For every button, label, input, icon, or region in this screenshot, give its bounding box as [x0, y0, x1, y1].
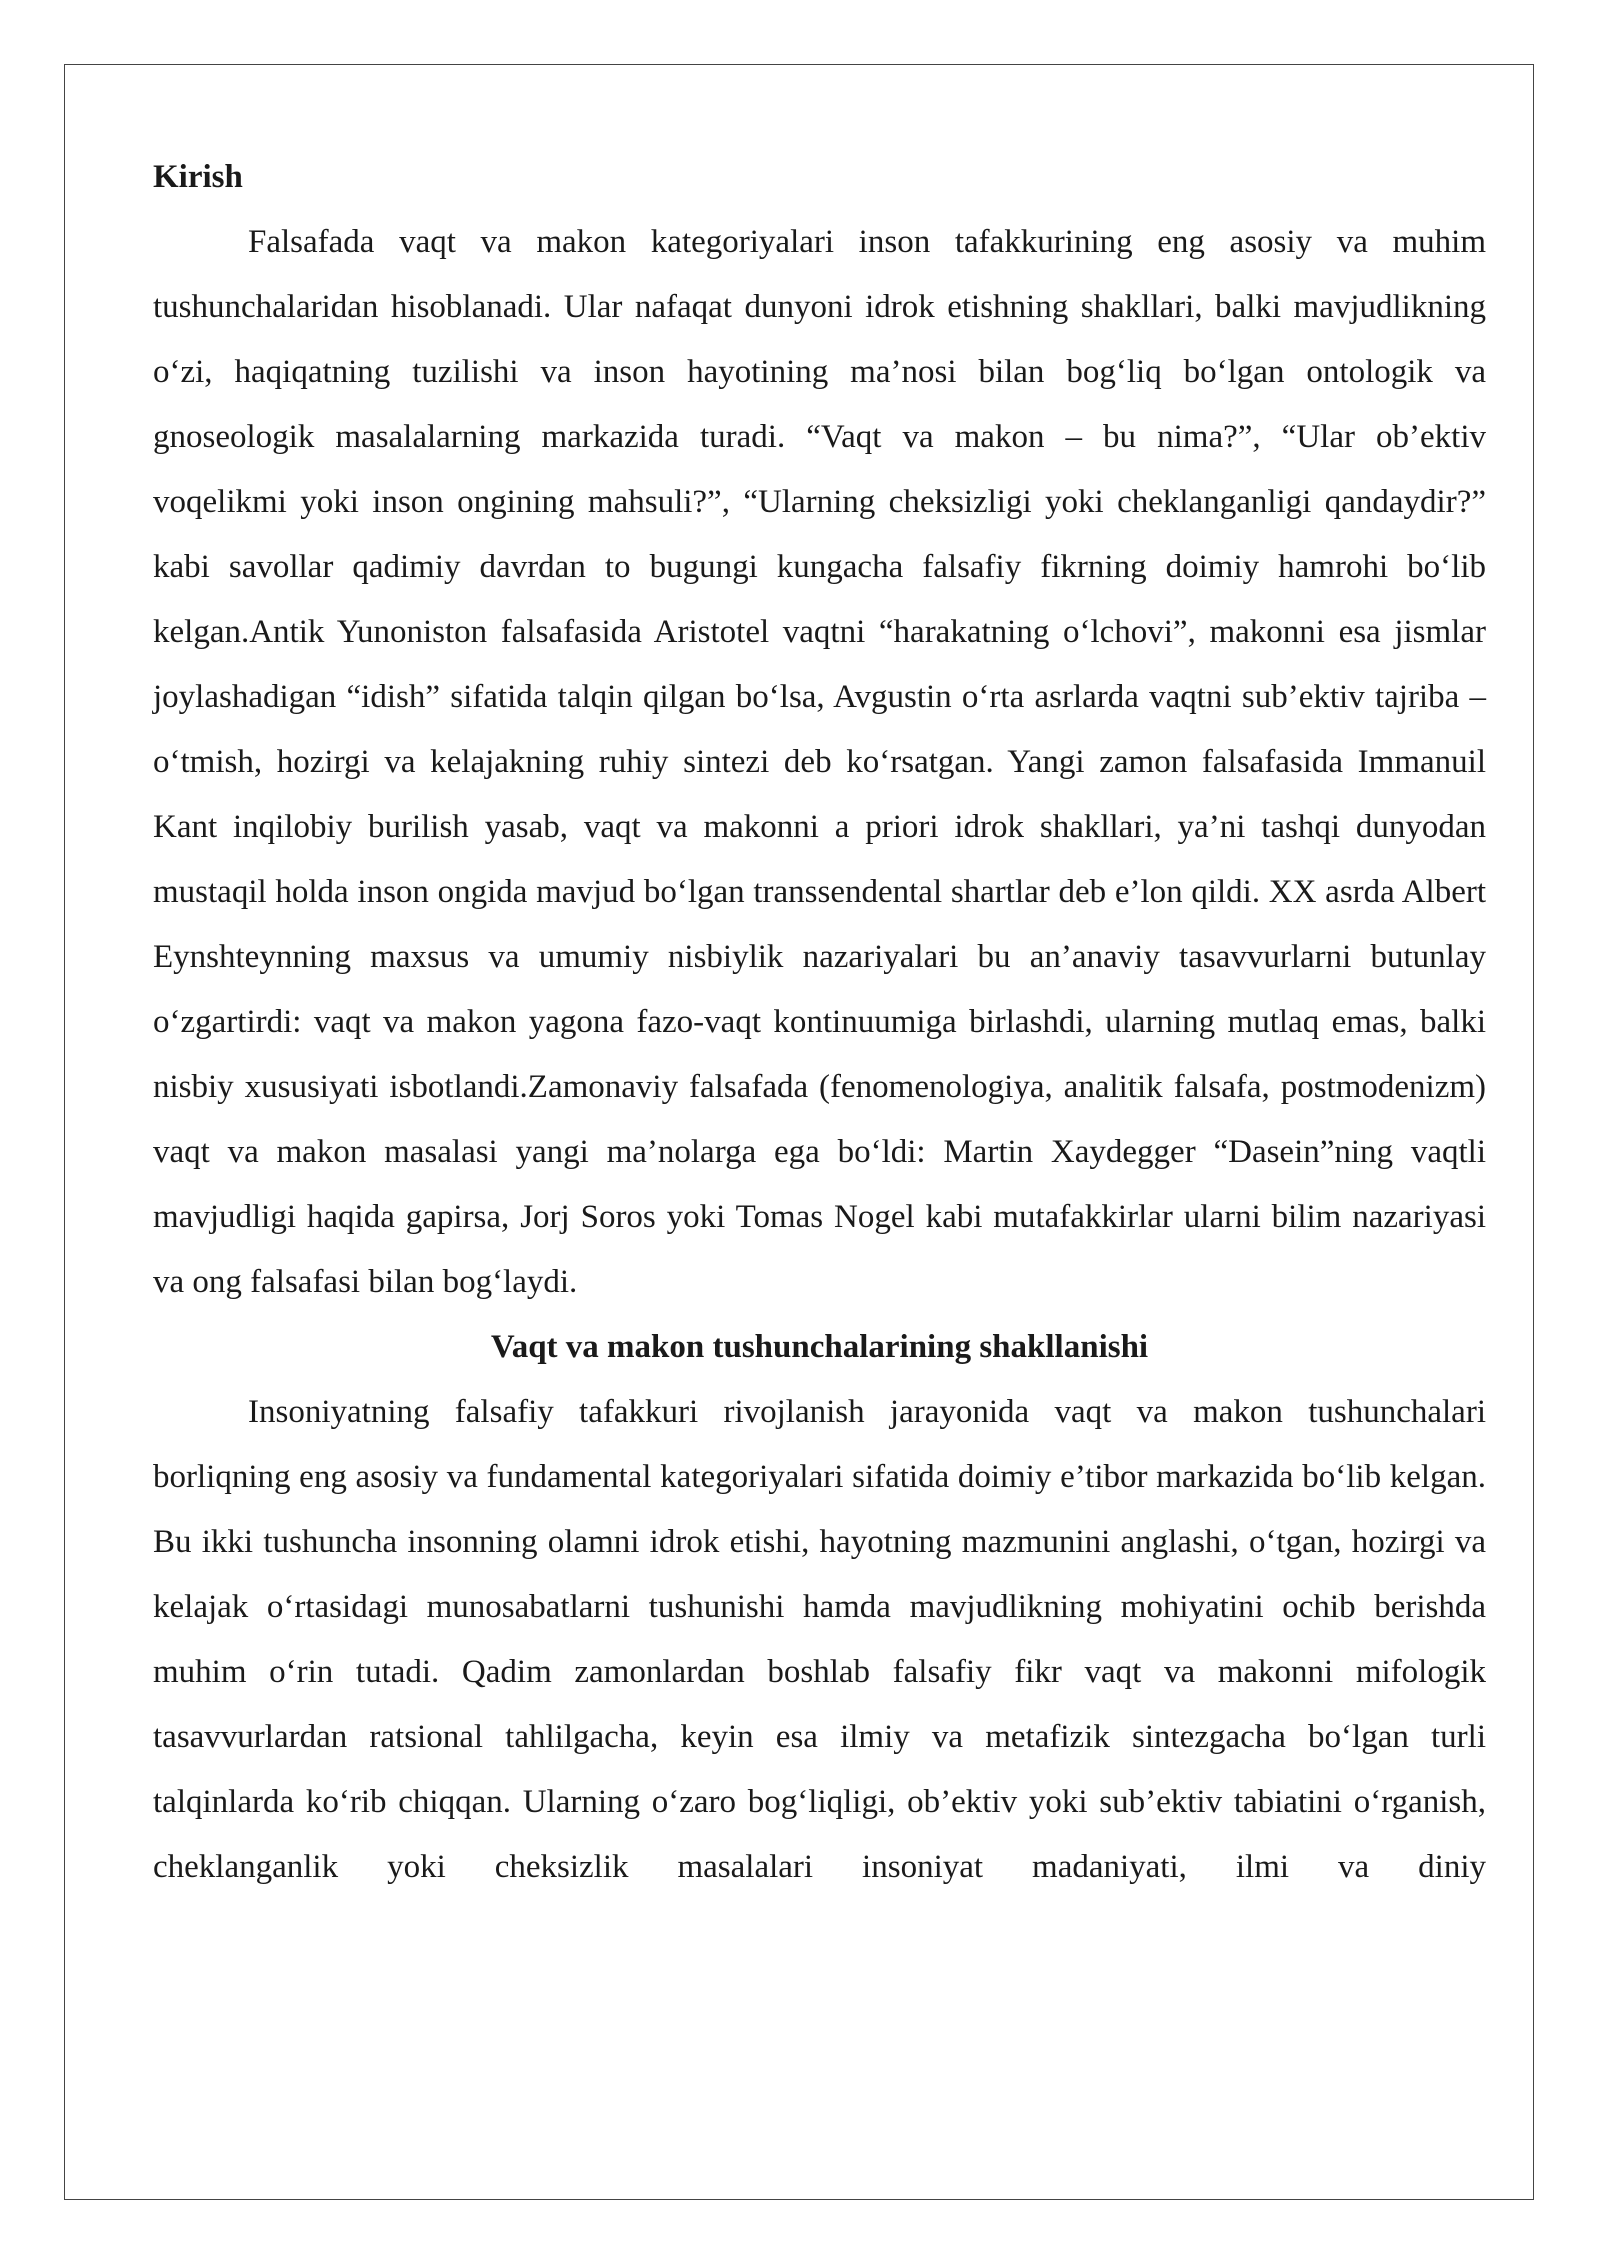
- section-heading-kirish: Kirish: [153, 159, 243, 195]
- section-heading-formation: Vaqt va makon tushunchalarining shakllanishi: [490, 1329, 1149, 1365]
- intro-paragraph: Falsafada vaqt va makon kategoriyalari inson tafakkurining eng asosiy va muhim tushunchalaridan hisoblanadi. Ular nafaqat dunyoni idrok etishning shakllari, balki mavjudlikning o‘zi, haqiqatning tuzilishi va inson hayotining ma’nosi bilan bog‘liq bo‘lgan ontologik va gnoseologik masalalarning markazida turadi. “Vaqt va makon – bu nima?”, “Ular ob’ektiv voqelikmi yoki inson ongining mahsuli?”, “Ularning cheksizligi yoki cheklanganligi qandaydir?” kabi savollar qadimiy davrdan to bugungi kungacha falsafiy fikrning doimiy hamrohi bo‘lib kelgan.Antik Yunoniston falsafasida Aristotel vaqtni “harakatning o‘lchovi”, makonni esa jismlar joylashadigan “idish” sifatida talqin qilgan bo‘lsa, Avgustin o‘rta asrlarda vaqtni sub’ektiv tajriba – o‘tmish, hozirgi va kelajakning ruhiy sintezi deb ko‘rsatgan. Yangi zamon falsafasida Immanuil Kant inqilobiy burilish yasab, vaqt va makonni a priori idrok shakllari, ya’ni tashqi dunyodan mustaqil holda inson ongida mavjud bo‘lgan transsendental shartlar deb e’lon qildi. XX asrda Albert Eynshteynning maxsus va umumiy nisbiylik nazariyalari bu an’anaviy tasavvurlarni butunlay o‘zgartirdi: vaqt va makon yagona fazo-vaqt kontinuumiga birlashdi, ularning mutlaq emas, balki nisbiy xususiyati isbotlandi.Zamonaviy falsafada (fenomenologiya, analitik falsafa, postmodenizm) vaqt va makon masalasi yangi ma’nolarga ega bo‘ldi: Martin Xaydegger “Dasein”ning vaqtli mavjudligi haqida gapirsa, Jorj Soros yoki Tomas Nogel kabi mutafakkirlar ularni bilim nazariyasi va ong falsafasi bilan bog‘laydi.: [153, 224, 1486, 1300]
- formation-paragraph: Insoniyatning falsafiy tafakkuri rivojlanish jarayonida vaqt va makon tushunchalari borliqning eng asosiy va fundamental kategoriyalari sifatida doimiy e’tibor markazida bo‘lib kelgan. Bu ikki tushuncha insonning olamni idrok etishi, hayotning mazmunini anglashi, o‘tgan, hozirgi va kelajak o‘rtasidagi munosabatlarni tushunishi hamda mavjudlikning mohiyatini ochib berishda muhim o‘rin tutadi. Qadim zamonlardan boshlab falsafiy fikr vaqt va makonni mifologik tasavvurlardan ratsional tahlilgacha, keyin esa ilmiy va metafizik sintezgacha bo‘lgan turli talqinlarda ko‘rib chiqqan. Ularning o‘zaro bog‘liqligi, ob’ektiv yoki sub’ektiv tabiatini o‘rganish, cheklanganlik yoki cheksizlik masalalari insoniyat madaniyati, ilmi va diniy: [153, 1394, 1486, 1885]
- document-body: [153, 145, 1486, 1900]
